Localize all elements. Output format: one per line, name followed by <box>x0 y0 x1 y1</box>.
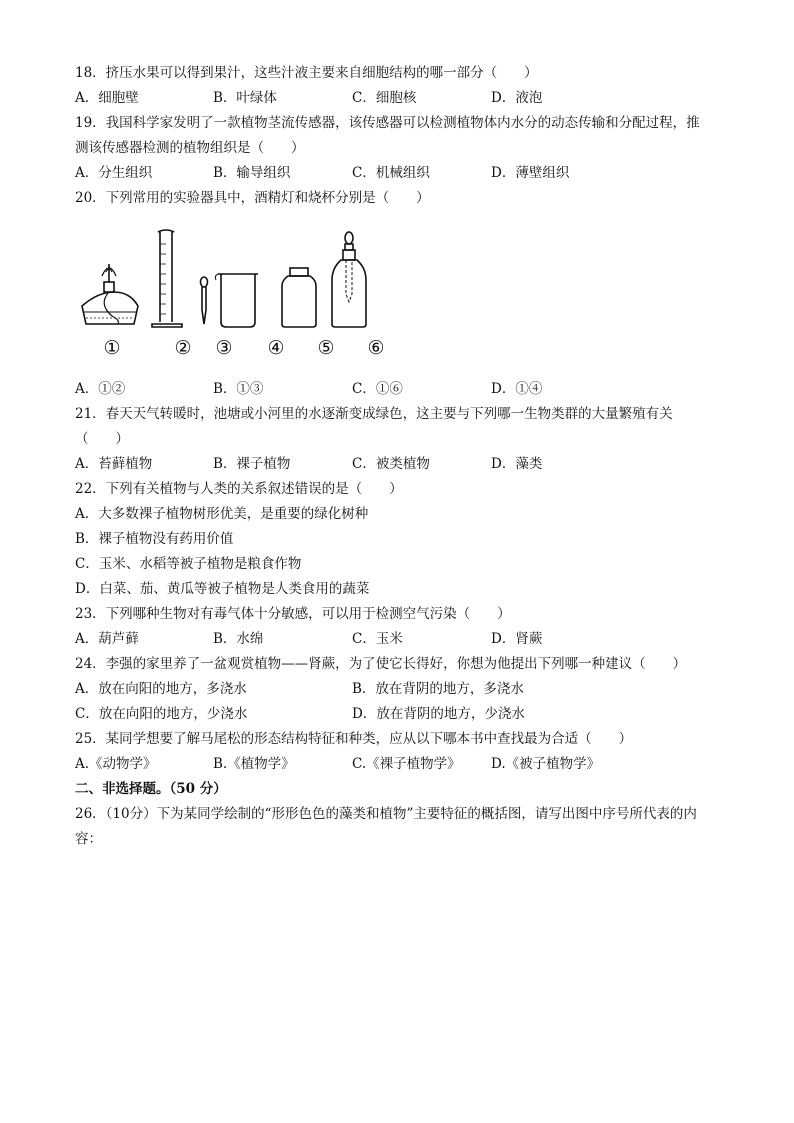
graduated-cylinder-icon <box>152 230 182 327</box>
dropper-icon <box>201 277 208 324</box>
q23-stem: 23．下列哪种生物对有毒气体十分敏感，可以用于检测空气污染（ ） <box>75 606 511 622</box>
q25-stem: 25．某同学想要了解马尾松的形态结构特征和种类，应从以下哪本书中查找最为合适（ ） <box>75 731 633 747</box>
q25-option-a: A.《动物学》 <box>75 756 157 772</box>
q25-option-d: D.《被子植物学》 <box>491 756 601 772</box>
q23-option-a: A．葫芦藓 <box>75 631 139 647</box>
q24-option-c: C．放在向阳的地方，少浇水 <box>75 706 248 722</box>
q20-option-c: C．①⑥ <box>352 381 403 397</box>
q19-option-b: B．输导组织 <box>213 165 291 181</box>
q21-stem-line-1: 21．春天天气转暖时，池塘或小河里的水逐渐变成绿色，这主要与下列哪一生物类群的大量繁殖有关 <box>75 406 673 422</box>
q23-option-b: B．水绵 <box>213 631 264 647</box>
figure-label-1: ① <box>103 337 121 359</box>
q22-option-a: A．大多数裸子植物树形优美，是重要的绿化树种 <box>75 506 369 522</box>
q20-option-d: D．①④ <box>491 381 543 397</box>
figure-label-2: ② <box>174 337 192 359</box>
q23-option-c: C．玉米 <box>352 631 403 647</box>
q21-option-a: A．苔藓植物 <box>75 456 153 472</box>
dropping-bottle-icon <box>332 232 366 327</box>
figure-label-6: ⑥ <box>367 337 385 359</box>
q18-option-d: D．液泡 <box>491 90 543 106</box>
q21-option-d: D．藻类 <box>491 456 543 472</box>
q21-option-b: B．裸子植物 <box>213 456 291 472</box>
beaker-icon <box>215 274 258 327</box>
wide-mouth-bottle-icon <box>282 268 316 327</box>
q21-option-c: C．被类植物 <box>352 456 430 472</box>
q22-stem: 22．下列有关植物与人类的关系叙述错误的是（ ） <box>75 481 403 497</box>
lab-equipment-figure <box>78 224 428 364</box>
q24-option-b: B．放在背阴的地方，多浇水 <box>352 681 524 697</box>
figure-label-4: ④ <box>267 337 285 359</box>
q19-stem-line-2: 测该传感器检测的植物组织是（ ） <box>75 140 305 156</box>
q19-option-a: A．分生组织 <box>75 165 153 181</box>
q22-option-b: B．裸子植物没有药用价值 <box>75 531 234 547</box>
q19-option-c: C．机械组织 <box>352 165 430 181</box>
q20-option-b: B．①③ <box>213 381 264 397</box>
q26-stem-line-1: 26．（10分）下为某同学绘制的“形形色色的藻类和植物”主要特征的概括图，请写出图中序号所代表的内 <box>75 806 697 822</box>
q24-option-d: D．放在背阴的地方，少浇水 <box>352 706 525 722</box>
q21-stem-line-2: （ ） <box>75 431 129 447</box>
alcohol-lamp-icon <box>82 264 138 324</box>
q26-stem-line-2: 容： <box>75 831 102 847</box>
q24-option-a: A．放在向阳的地方，多浇水 <box>75 681 247 697</box>
q19-stem-line-1: 19．我国科学家发明了一款植物茎流传感器，该传感器可以检测植物体内水分的动态传输和分配过程，推 <box>75 115 700 131</box>
figure-label-3: ③ <box>215 337 233 359</box>
q18-option-a: A．细胞壁 <box>75 90 139 106</box>
q25-option-c: C.《裸子植物学》 <box>352 756 461 772</box>
q25-option-b: B.《植物学》 <box>213 756 295 772</box>
q18-stem: 18．挤压水果可以得到果汁，这些汁液主要来自细胞结构的哪一部分（ ） <box>75 65 538 81</box>
q24-stem: 24．李强的家里养了一盆观赏植物——肾蕨，为了使它长得好，你想为他提出下列哪一种建议（ ） <box>75 656 687 672</box>
q23-option-d: D．肾蕨 <box>491 631 543 647</box>
q19-option-d: D．薄壁组织 <box>491 165 570 181</box>
q22-option-d: D．白菜、茄、黄瓜等被子植物是人类食用的蔬菜 <box>75 581 370 597</box>
q22-option-c: C．玉米、水稻等被子植物是粮食作物 <box>75 556 302 572</box>
q20-stem: 20．下列常用的实验器具中，酒精灯和烧杯分别是（ ） <box>75 190 430 206</box>
q20-option-a: A．①② <box>75 381 126 397</box>
section-2-title: 二、非选择题。（50 分） <box>75 781 227 797</box>
figure-label-5: ⑤ <box>317 337 335 359</box>
q18-option-b: B．叶绿体 <box>213 90 277 106</box>
q18-option-c: C．细胞核 <box>352 90 417 106</box>
